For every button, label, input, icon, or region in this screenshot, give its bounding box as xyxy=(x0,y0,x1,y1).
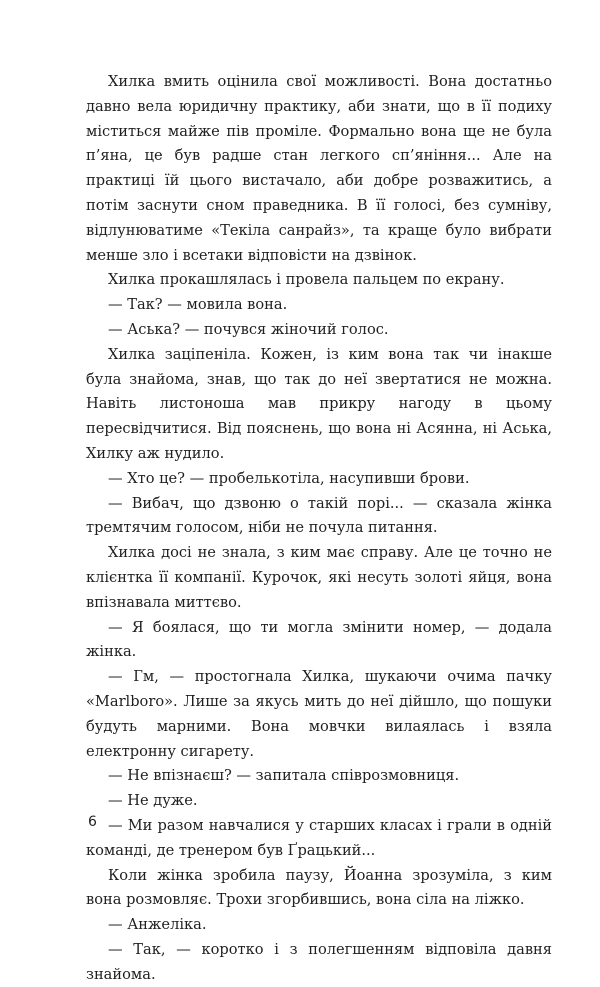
paragraph: — Гм, — простогнала Хилка, шукаючи очима пачку «Marlboro». Лише за якусь мить до неї дійшло, що пошуки будуть марними. Вона мовчки вилаялась і взяла електронну сигарету. xyxy=(86,668,552,760)
paragraph: Хилка прокашлялась і провела пальцем по екрану. xyxy=(108,271,505,289)
paragraph: — Хто це? — пробелькотіла, насупивши брови. xyxy=(108,469,470,487)
paragraph: Хилка вмить оцінила свої можливості. Вона достатньо давно вела юридичну практику, аби знати, що в її подиху міститься майже пів проміле. Формально вона ще не була п’яна, це був радше стан легкого сп’яніння... Але на практиці їй цього вистачало, аби добре розважитись, а потім заснути сном праведника. В її голосі, без сумніву, відлунюватиме «Текіла санрайз», та краще було вибрати менше зло і всетаки відповісти на дзвінок. xyxy=(86,73,552,264)
paragraph: — Так? — мовила вона. xyxy=(108,296,288,314)
paragraph: Хилка заціпеніла. Кожен, із ким вона так чи інакше була знайома, знав, що так до неї звертатися не можна. Навіть листоноша мав прикру нагоду в цьому пересвідчитися. Від пояснень, що вона ні Асянна, ні Аська, Хилку аж нудило. xyxy=(86,345,552,462)
page-number: 6 xyxy=(88,814,97,830)
paragraph: Хилка досі не знала, з ким має справу. Але це точно не клієнтка її компанії. Курочок, які несуть золоті яйця, вона впізнавала миттєво. xyxy=(86,544,552,611)
paragraph: — Не впізнаєш? — запитала співрозмовниця. xyxy=(108,767,460,785)
paragraph: — Так, — коротко і з полегшенням відповіла давня знайома. xyxy=(86,940,552,983)
paragraph: — Аська? — почувся жіночий голос. xyxy=(108,320,389,338)
paragraph: — Анжеліка. xyxy=(108,916,207,934)
paragraph: — Я боялася, що ти могла змінити номер, — додала жінка. xyxy=(86,618,552,661)
paragraph: — Вибач, що дзвоню о такій порі... — сказала жінка тремтячим голосом, ніби не почула питання. xyxy=(86,494,552,537)
body-text xyxy=(86,70,552,987)
paragraph: Коли жінка зробила паузу, Йоанна зрозуміла, з ким вона розмовляє. Трохи згорбившись, вона сіла на ліжко. xyxy=(86,866,552,909)
paragraph: — Ми разом навчалися у старших класах і грали в одній команді, де тренером був Ґрацький... xyxy=(86,816,552,859)
paragraph: — Не дуже. xyxy=(108,792,198,810)
